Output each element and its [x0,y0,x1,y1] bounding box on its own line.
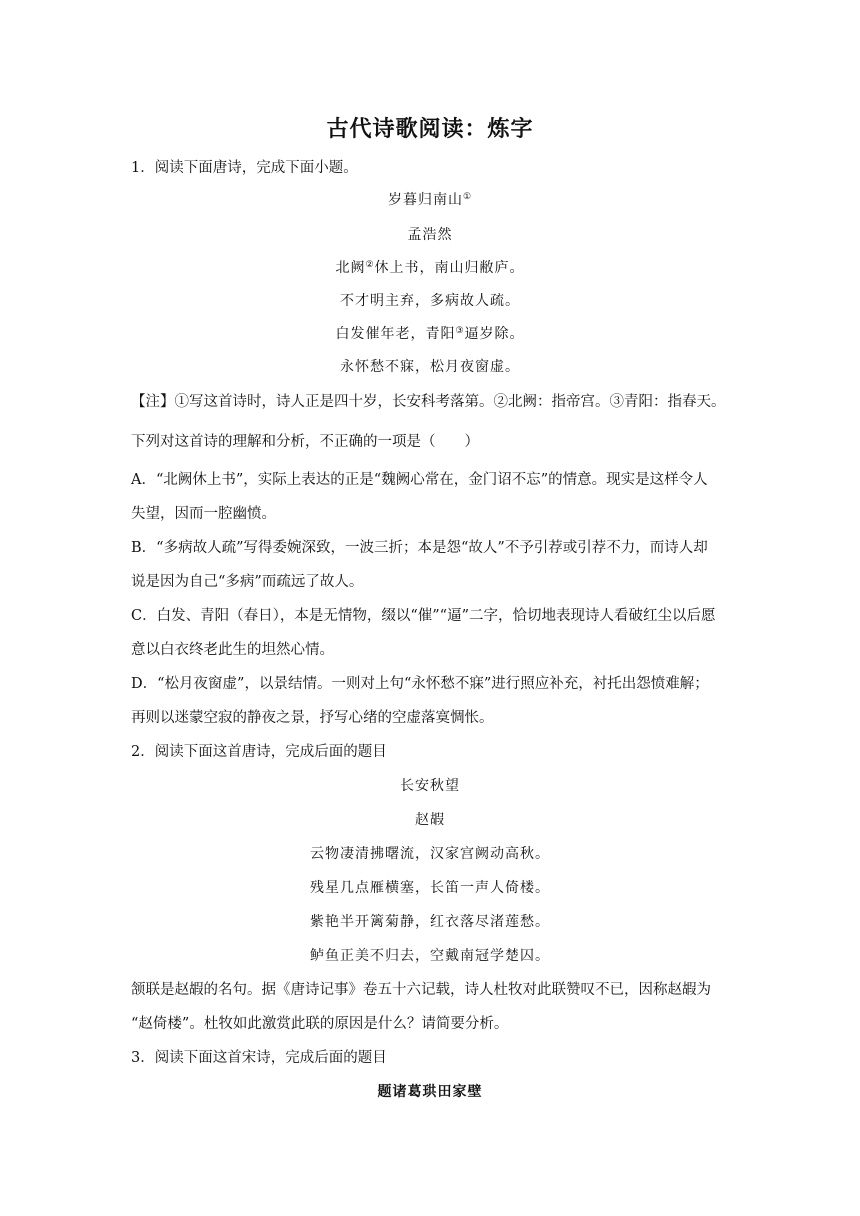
q1-option-a-line-2: 失望，因而一腔幽愤。 [131,506,276,522]
q1-option-c-line-1: C．白发、青阳（春日），本是无情物，缀以“催”“逼”二字，恰切地表现诗人看破红尘以后愿 [131,608,716,624]
q1-option-c-line-2: 意以白衣终老此生的坦然心情。 [131,642,334,658]
q2-poem-line-2: 残星几点雁横塞，长笛一声人倚楼。 [310,880,550,896]
q2-poem-line-3: 紫艳半开篱菊静，红衣落尽渚莲愁。 [310,914,550,930]
q1-poem-title [0,190,860,210]
q1-poem-author: 孟浩然 [407,227,453,243]
footnote-mark: ② [365,260,375,270]
q1-line3-part-a: 白发催年老，青阳 [335,326,456,342]
q1-poem-title-text: 岁暮归南山 [387,192,463,208]
q1-note: 【注】①写这首诗时，诗人正是四十岁，长安科考落第。②北阙：指帝宫。③青阳：指春天。 [131,394,726,410]
q2-poem-line-1: 云物凄清拂曙流，汉家宫阙动高秋。 [310,846,550,862]
q1-poem-line-1 [0,258,860,278]
q2-question-line-2: “赵倚楼”。杜牧如此激赏此联的原因是什么？请简要分析。 [131,1016,509,1032]
q1-option-b-line-1: B．“多病故人疏”写得委婉深致，一波三折；本是怨“故人”不予引荐或引荐不力，而诗人却 [131,540,708,556]
q1-line1-part-b: 休上书，南山归敝庐。 [374,260,525,276]
q2-poem-author: 赵嘏 [415,812,445,828]
q2-poem-line-4: 鲈鱼正美不归去，空戴南冠学楚囚。 [310,948,550,964]
q1-poem-line-3 [0,324,860,344]
q2-question-line-1: 颔联是赵嘏的名句。据《唐诗记事》卷五十六记载，诗人杜牧对此联赞叹不已，因称赵嘏为 [131,982,711,998]
q1-intro: 1．阅读下面唐诗，完成下面小题。 [131,160,358,176]
q1-poem-line-2: 不才明主弃，多病故人疏。 [340,293,520,309]
page-title: 古代诗歌阅读：炼字 [326,116,534,142]
q1-question: 下列对这首诗的理解和分析，不正确的一项是（ ） [131,434,479,450]
footnote-mark: ① [462,192,473,202]
q3-poem-title: 题诸葛珙田家壁 [377,1084,483,1100]
q1-poem-line-4: 永怀愁不寐，松月夜窗虚。 [340,359,520,375]
q1-option-b-line-2: 说是因为自己“多病”而疏远了故人。 [131,574,364,590]
q2-poem-title: 长安秋望 [400,778,460,794]
q1-line1-part-a: 北阙 [335,260,366,276]
q3-intro: 3．阅读下面这首宋诗，完成后面的题目 [131,1050,387,1066]
q1-option-a-line-1: A．“北阙休上书”，实际上表达的正是“魏阙心常在，金门诏不忘”的情意。现实是这样令人 [131,472,708,488]
footnote-mark: ③ [455,326,465,336]
q2-intro: 2．阅读下面这首唐诗，完成后面的题目 [131,744,387,760]
q1-line3-part-b: 逼岁除。 [464,326,525,342]
q1-option-d-line-2: 再则以迷蒙空寂的静夜之景，抒写心绪的空虚落寞惆怅。 [131,710,494,726]
q1-option-d-line-1: D．“松月夜窗虚”，以景结情。一则对上句“永怀愁不寐”进行照应补充，衬托出怨愤难解； [131,676,709,692]
